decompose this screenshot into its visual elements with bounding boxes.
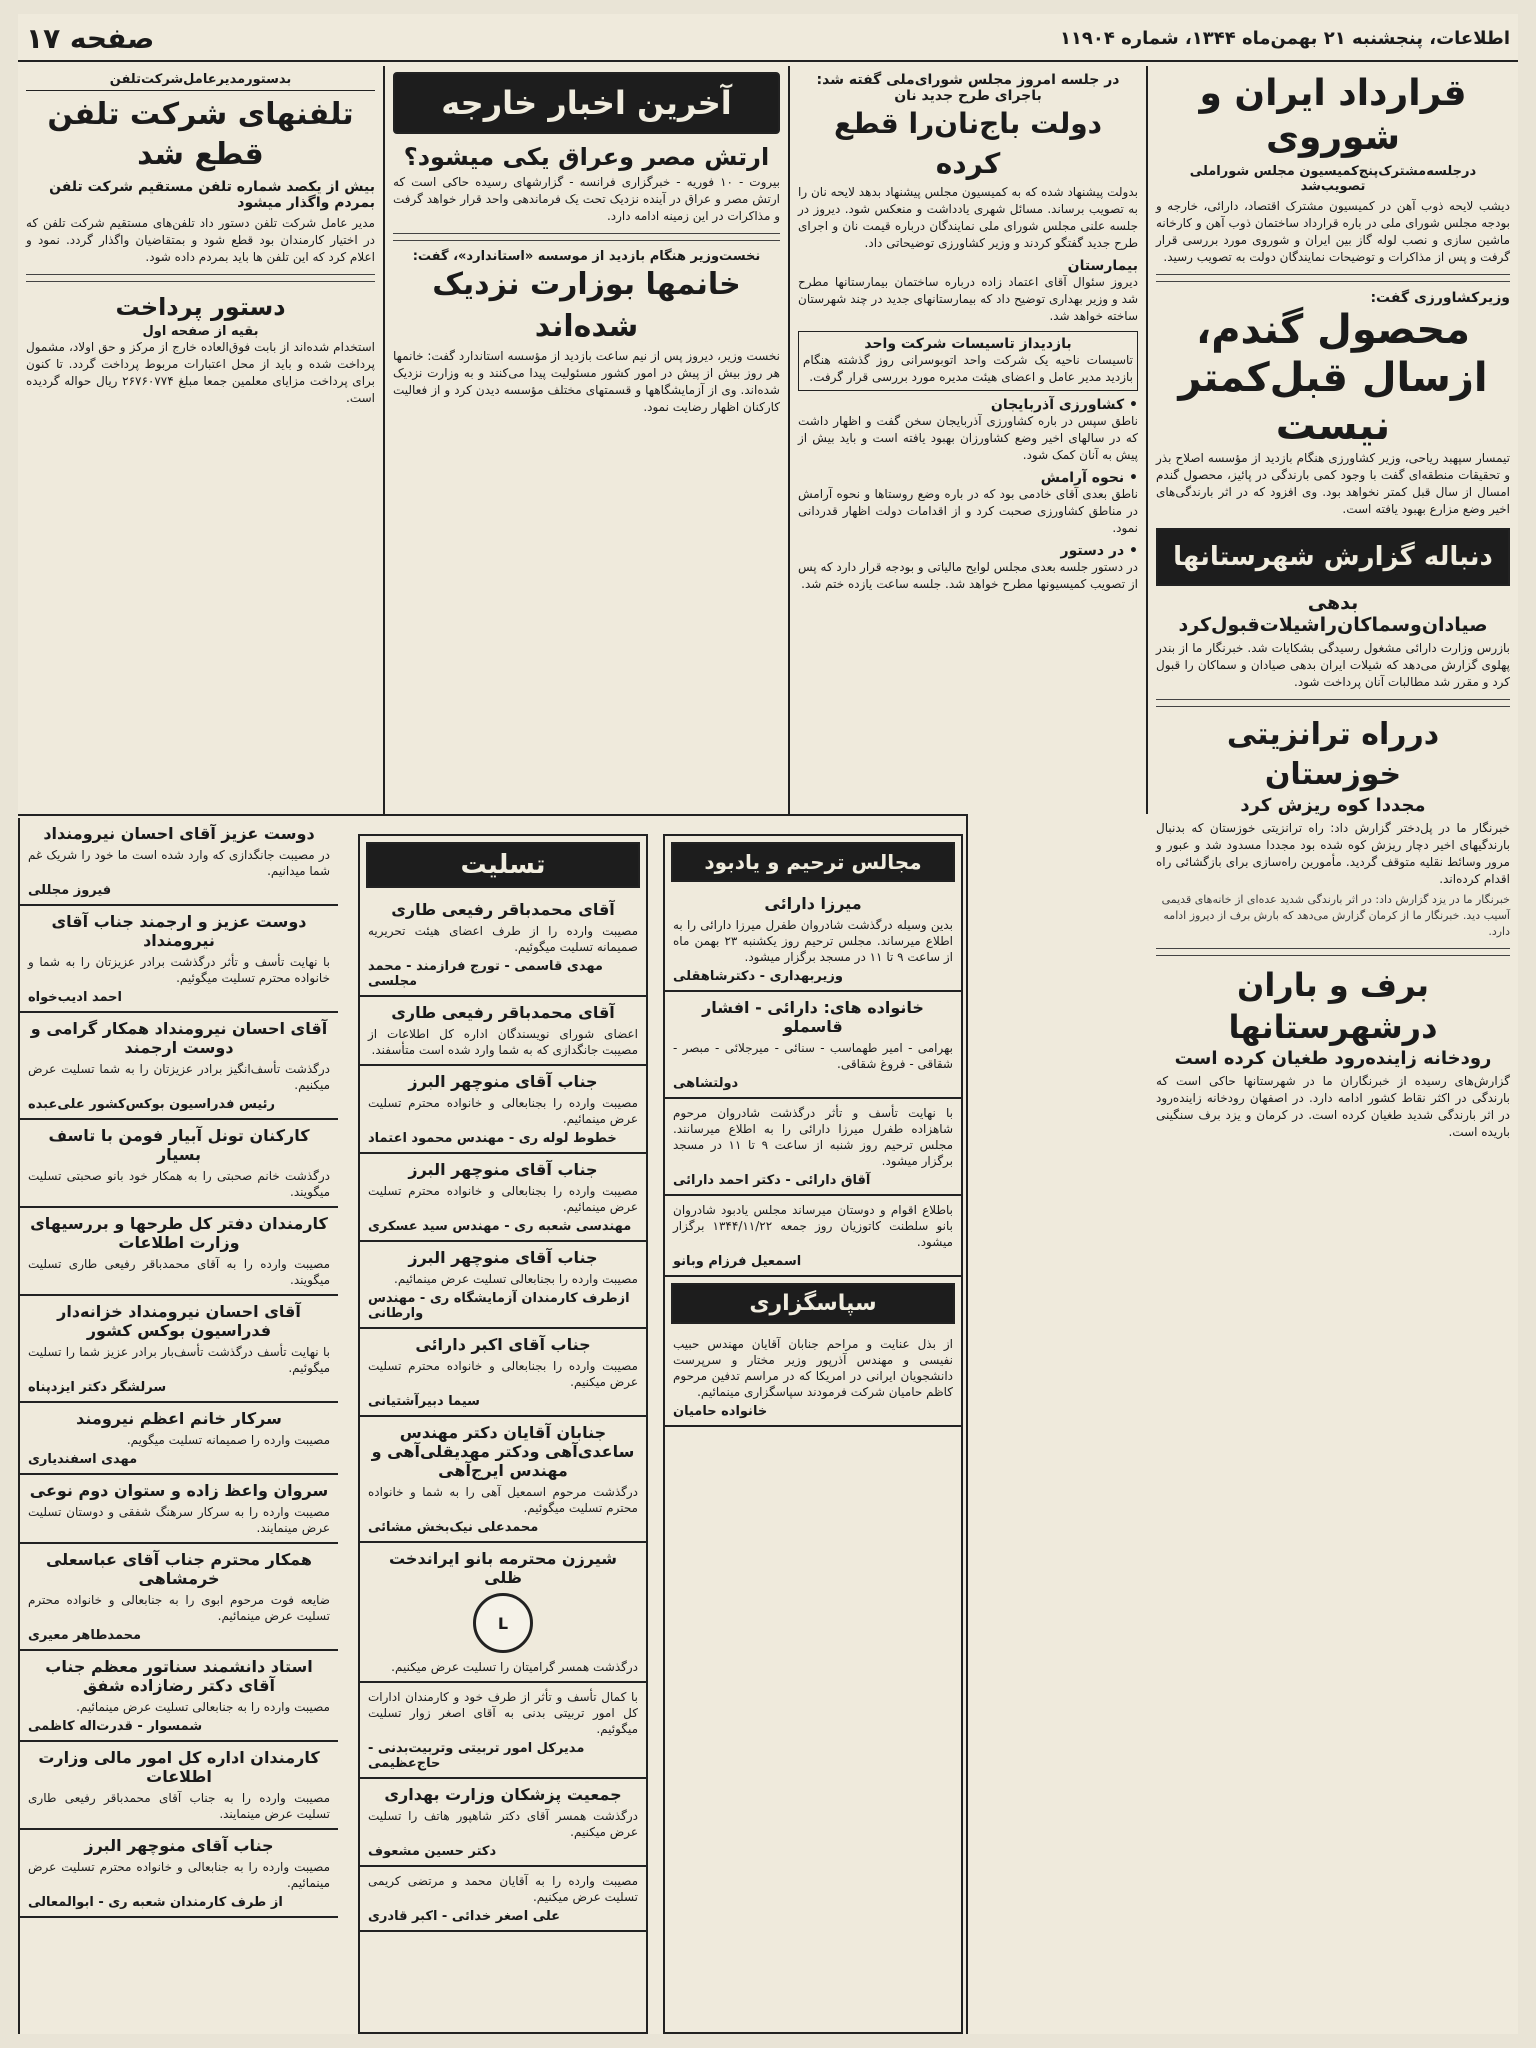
column-telephone xyxy=(18,66,383,814)
article-fishermen: بازرس وزارت دارائی مشغول رسیدگی بشکایات شد. خبرنگار ما از بندر پهلوی گزارش می‌دهد که شیلات ایران بدهی صیادان و سماکان را قبول کرد و مقرر شد مطالبات آنان پرداخت شود. xyxy=(1156,641,1510,689)
article-azerbaijan: ناطق سپس در باره کشاورزی آذربایجان سخن گفت و اظهار داشت که در سالهای اخیر وضع کشاورزان بهبود یافته است و باید بیش از پیش به آنان کمک شود. xyxy=(798,414,1138,462)
notice-title: همکار محترم جناب آقای عباسعلی خرمشاهی xyxy=(45,1550,312,1588)
notice-body: درگذشت خانم صحبتی را به همکار خود بانو صحبتی تسلیت میگویند. xyxy=(28,1169,330,1199)
notice-body: بدین وسیله درگذشت شادروان طفرل میرزا دارائی را به اطلاع میرساند. مجلس ترحیم روز یکشنبه ۲۳ بهمن ماه از ساعت ۹ تا ۱۱ در مسجد برگزار میشود. xyxy=(673,918,953,964)
notice-body: با نهایت تأسف و تأثر درگذشت شادروان مرحوم شاهزاده طفرل میرزا دارائی را به اطلاع میرسانند. مجلس ترحیم روز شنبه از ساعت ۹ تا ۱۱ در مسجد برگزار میشود. xyxy=(673,1106,954,1168)
notice xyxy=(360,1543,646,1683)
notice-body: درگذشت همسر گرامیتان را تسلیت عرض میکنیم. xyxy=(391,1660,638,1674)
notice-title: آقای محمدباقر رفیعی طاری xyxy=(391,900,615,919)
notice-body: با کمال تأسف و تأثر از طرف خود و کارمندان ادارات کل امور تربیتی بدنی به آقای اصغر زوار تسلیت میگوئیم. xyxy=(368,1690,638,1736)
subhead-iran-soviet: درجلسه‌مشترک‌پنج‌کمیسیون مجلس شورا‌ملی تصویب‌شد xyxy=(1189,164,1477,194)
notice xyxy=(360,1329,646,1417)
ads-column-3 xyxy=(663,834,963,2034)
headline-payment: دستور پرداخت xyxy=(115,293,286,321)
banner-provinces: دنباله گزارش شهرستانها xyxy=(1156,528,1510,586)
headline-women-ministry: خانمها بوزارت نزدیک شده‌اند xyxy=(432,267,741,344)
notice-signature: سرلشگر دکتر ایزدپناه xyxy=(28,1380,167,1395)
notice-signature: خطوط لوله ری - مهندس محمود اعتماد xyxy=(368,1131,617,1146)
notice-title: جنابان آقایان دکتر مهندس ساعدی‌آهی ودکتر مهدیقلی‌آهی و مهندس ایرج‌آهی xyxy=(371,1423,635,1480)
headline-khuzestan: درراه ترانزیتی خوزستان xyxy=(1226,717,1440,792)
notice-signature: از طرف کارمندان شعبه ری - ابوالمعالی xyxy=(28,1895,283,1910)
divider xyxy=(26,274,375,282)
notice xyxy=(20,1208,338,1296)
divider xyxy=(1156,274,1510,282)
headline-wheat-1: محصول گندم، xyxy=(1196,307,1470,353)
notice-signature: خانواده حامیان xyxy=(673,1404,768,1419)
notice-body: درگذشت همسر آقای دکتر شاهپور هاتف را تسلیت عرض میکنیم. xyxy=(368,1809,638,1839)
banner-memorial: مجالس ترحیم و یادبود xyxy=(671,842,955,882)
notice-title: آقای محمدباقر رفیعی طاری xyxy=(391,1003,615,1022)
notice xyxy=(20,818,338,906)
notice-title: خانواده های: دارائی - افشار قاسملو xyxy=(702,998,924,1036)
article-iran-soviet: دیشب لایحه ذوب آهن در کمیسیون مشترک اقتصاد، دارائی، خارجه و بودجه مجلس شورای ملی در باره قرارداد ساختمان ذوب آهن و کارخانه ماشین سازی و نصب لوله گاز بین ایران و شوروی مورد بررسی قرار گرفت و پس از مذاکرات و توضیحات نمایندگان دولت به تصویب رسید. xyxy=(1156,199,1510,264)
notice-signature: رئیس فدراسیون بوکس‌کشور علی‌عبده xyxy=(28,1097,276,1112)
notice-body: از بذل عنایت و مراحم جنابان آقایان مهندس حبیب نفیسی و مهندس آذرپور وزیر مختار و سرپرست دانشجویان ایرانی در امریکا که در مراسم تدفین مرحوم کاظم حامیان شرکت فرمودند سپاسگزاری مینمائیم. xyxy=(673,1337,953,1399)
article-women-ministry: نخست وزیر، دیروز پس از نیم ساعت بازدید از مؤسسه استاندارد گفت: خانمها هر روز بیش از پیش در امور کشور مسئولیت پیدا می‌کنند و به وزارت نزدیک شده‌اند. وی از آزمایشگاهها و قسمتهای مختلف مؤسسه دیدن کرد و از فعالیت کارکنان اظهار رضایت نمود. xyxy=(393,349,780,414)
notice xyxy=(360,1066,646,1154)
article-payment: استخدام شده‌اند از بابت فوق‌العاده خارج از مرکز و حق اولاد، مشمول پرداخت شده و باید از محل اعتبارات مربوط پرداخت گردد. تا کنون برای پرداخت مزایای معلمین جمعا مبلغ ۲۶۷۶۰۷۷۴ ریال حواله گردیده است. xyxy=(26,340,375,405)
headline-telephone: تلفنهای شرکت تلفن قطع شد xyxy=(47,97,354,172)
divider xyxy=(393,233,780,241)
ads-column-1 xyxy=(18,818,338,2034)
article-wheat: تیمسار سپهبد ریاحی، وزیر کشاورزی هنگام بازدید از مؤسسه اصلاح بذر و تحقیقات منطقه‌ای گفت با وجود کمی بارندگی در پائیز، محصول گندم امسال از سال قبل کمتر نخواهد بود. وی افزود که در اثر بارندگی‌های اخیر وضع مزارع بهبود یافته است. xyxy=(1156,451,1510,516)
kicker-bread: در جلسه امروز مجلس شورای‌ملی گفته شد: باجرای طرح جدید نان xyxy=(816,72,1120,104)
notice-body: مصیبت وارده را از طرف اعضای هیئت تحریریه صمیمانه تسلیت میگوئیم. xyxy=(368,924,638,954)
notice-signature: وزیربهداری - دکترشاهقلی xyxy=(673,969,843,984)
notice-title: جناب آقای منوچهر البرز xyxy=(408,1072,598,1091)
banner-thanks: سپاسگزاری xyxy=(671,1283,955,1324)
page-number: صفحه ۱۷ xyxy=(26,22,155,55)
notice-title: جمعیت پزشکان وزارت بهداری xyxy=(384,1785,622,1804)
article-snow-rain: گزارش‌های رسیده از خبرنگاران ما در شهرستانها حاکی است که بارندگی در اکثر نقاط کشور ادامه دارد. در اصفهان رودخانه زاینده‌رود در اثر بارندگی شدید طغیان کرده است. در کرمان و یزد برف سنگینی باریده است. xyxy=(1156,1074,1510,1139)
divider xyxy=(1156,699,1510,707)
notice-title: آقای احسان نیرومنداد همکار گرامی و دوست ارجمند xyxy=(30,1019,328,1057)
notice-body: درگذشت تأسف‌انگیز برادر عزیزتان را به شما تسلیت عرض میکنیم. xyxy=(28,1062,330,1092)
notice-signature: مهندسی شعبه ری - مهندس سید عسکری xyxy=(368,1219,632,1234)
subhead-agenda: • در دستور xyxy=(1060,543,1138,559)
notice-body: بهرامی - امیر طهماسب - سنائی - میرجلائی - مبصر - شقاقی - فروغ شقاقی. xyxy=(673,1041,953,1071)
notice xyxy=(20,1742,338,1830)
notice-body: اعضای شورای نویسندگان اداره کل اطلاعات از مصیبت جانگدازی که به شما وارد شده است متأسفند. xyxy=(368,1027,638,1057)
notice xyxy=(360,1154,646,1242)
notice-signature: علی اصغر خدائی - اکبر قادری xyxy=(368,1909,561,1924)
notice-body: ضایعه فوت مرحوم ابوی را به جنابعالی و خانواده محترم تسلیت عرض مینمائیم. xyxy=(28,1593,330,1623)
notice-title: کارکنان تونل آبیار فومن با تاسف بسیار xyxy=(48,1126,310,1164)
headline-snow-rain: برف و باران درشهرستانها xyxy=(1228,966,1438,1046)
article-bread: بدولت پیشنهاد شده که به کمیسیون مجلس پیشنهاد بدهد لایحه نان را به تصویب برساند. مسائل شهری یادداشت و منعکس شود. دیروز در جلسه علنی مجلس شورای ملی نمایندگان درباره قیمت نان و اجرای طرح جدید گفتگو کردند و وزیر کشاورزی توضیحاتی داد. xyxy=(798,185,1138,250)
notice xyxy=(20,906,338,1013)
notice-body: مصیبت وارده را بجنابعالی و خانواده محترم تسلیت عرض مینمائیم. xyxy=(368,1184,638,1214)
notice-body: مصیبت وارده را به جنابعالی تسلیت عرض مینمائیم. xyxy=(76,1700,330,1714)
column-foreign-news xyxy=(385,66,788,814)
notice-signature: مهدی قاسمی - تورج فرازمند - محمد مجلسی xyxy=(368,959,603,989)
article-khuzestan-cont: خبرنگار ما در یزد گزارش داد: در اثر بارندگی شدید عده‌ای از خانه‌های قدیمی آسیب دید. خبرنگار ما از کرمان گزارش می‌دهد که بارش برف از دیروز ادامه دارد. xyxy=(1161,893,1510,938)
notice-signature: اسمعیل فرزام وبانو xyxy=(673,1254,802,1269)
notice xyxy=(20,1475,338,1544)
notice xyxy=(20,1120,338,1208)
headline-iran-soviet: قرارداد ایران و شوروی xyxy=(1199,73,1467,158)
subhead-payment: بقیه از صفحه اول xyxy=(142,324,259,339)
article-agenda: در دستور جلسه بعدی مجلس لوایح مالیاتی و بودجه قرار دارد که پس از تصویب کمیسیونها مطرح خواهد شد. جلسه ساعت یازده ختم شد. xyxy=(798,560,1138,591)
notice xyxy=(360,1242,646,1329)
notice-body: مصیبت وارده را به جنابعالی و خانواده محترم تسلیت عرض مینمائیم. xyxy=(28,1860,330,1890)
notice xyxy=(20,1544,338,1651)
notice-title: کارمندان دفتر کل طرحها و بررسیهای وزارت اطلاعات xyxy=(30,1214,328,1252)
notice-body: با نهایت تأسف درگذشت تأسف‌بار برادر عزیز شما را تسلیت میگوئیم. xyxy=(28,1345,330,1375)
notice-body: باطلاع اقوام و دوستان میرساند مجلس یادبود شادروان بانو سلطنت کاتوزیان روز جمعه ۱۳۴۴/۱۱/۲۲ برگزار میشود. xyxy=(673,1203,953,1249)
notice xyxy=(20,1296,338,1403)
paper-info: اطلاعات، پنجشنبه ۲۱ بهمن‌ماه ۱۳۴۴، شماره ۱۱۹۰۴ xyxy=(1059,28,1510,49)
notice-title: میرزا دارائی xyxy=(764,894,862,913)
notice-signature: شمسوار - قدرت‌اله کاظمی xyxy=(28,1719,203,1734)
headline-fishermen: بدهی صیادان‌وسماکان‌راشیلات‌قبول‌کرد xyxy=(1178,592,1488,636)
headline-bread: دولت باج‌نان‌را قطع کرده xyxy=(833,107,1102,180)
notice-signature: دکتر حسین مشعوف xyxy=(368,1844,497,1859)
divider xyxy=(1156,948,1510,956)
notice-signature: مهدی اسفندیاری xyxy=(28,1452,138,1467)
notice-title: کارمندان اداره کل امور مالی وزارت اطلاعات xyxy=(38,1748,320,1786)
notice-body: مصیبت وارده را به آقایان محمد و مرتضی کریمی تسلیت عرض میکنیم. xyxy=(368,1874,638,1904)
subhead-zayandeh: رودخانه زاینده‌رود طغیان کرده است xyxy=(1174,1048,1492,1069)
notice-body: مصیبت وارده را به سرکار سرهنگ شفقی و دوستان تسلیت عرض مینمایند. xyxy=(28,1505,330,1535)
notice-signature: محمدطاهر معیری xyxy=(28,1628,142,1643)
notice-title: جناب آقای منوچهر البرز xyxy=(84,1836,274,1855)
notice-title: شیرزن محترمه بانو ایراندخت ظلی xyxy=(388,1549,618,1587)
notice-body: مصیبت وارده را به جناب آقای محمدباقر رفیعی طاری تسلیت عرض مینمایند. xyxy=(28,1791,330,1821)
notice xyxy=(665,888,961,992)
notice xyxy=(360,997,646,1066)
notice-title: سروان واعظ زاده و ستوان دوم نوعی xyxy=(29,1481,329,1500)
notice-body: مصیبت وارده را بجنابعالی و خانواده محترم تسلیت عرض مینمائیم. xyxy=(368,1096,638,1126)
banner-condolence: تسلیت xyxy=(366,842,640,888)
notice-signature: فیروز مجللی xyxy=(28,883,112,898)
notice-body: مصیبت وارده را بجنابعالی تسلیت عرض مینمائیم. xyxy=(394,1272,638,1286)
notice-signature: محمدعلی نیک‌بخش مشائی xyxy=(368,1520,539,1535)
article-calm: ناطق بعدی آقای خادمی بود که در باره وضع روستاها و نحوه آرامش در مناطق کشاورزی صحبت کرد و از اقدامات دولت اظهار قدردانی نمود. xyxy=(798,487,1138,535)
notice xyxy=(360,894,646,997)
notice xyxy=(665,1330,961,1427)
notice-body: با نهایت تأسف و تأثر درگذشت برادر عزیزتان را به شما و خانواده محترم تسلیت میگوئیم. xyxy=(28,955,330,985)
kicker-telephone: بدستورمدیرعامل‌شرکت‌تلفن xyxy=(26,72,375,91)
headline-egypt-iraq: ارتش مصر وعراق یکی میشود؟ xyxy=(403,143,770,171)
notice xyxy=(665,1196,961,1277)
kicker-pm: نخست‌وزیر هنگام بازدید از موسسه «استاندارد»، گفت: xyxy=(412,249,761,264)
lions-club-logo: L xyxy=(473,1593,533,1653)
notice xyxy=(665,1099,961,1196)
article-bus-company: تاسیسات ناحیه یک شرکت واحد اتوبوسرانی روز گذشته هنگام بازدید مدیر عامل و اعضای هیئت مدیره مورد بررسی قرار گرفت. xyxy=(803,353,1133,384)
notice-title: استاد دانشمند سناتور معظم جناب آقای دکتر رضازاده شفق xyxy=(45,1657,313,1695)
subhead-bus-company: بازدیداز تاسیسات شرکت واحد xyxy=(864,336,1072,352)
notice-signature: ازطرف کارمندان آزمایشگاه ری - مهندس وارطانی xyxy=(368,1291,630,1321)
notice-body: مصیبت وارده را صمیمانه تسلیت میگویم. xyxy=(126,1433,330,1447)
notice-body: درگذشت مرحوم اسمعیل آهی را به شما و خانواده محترم تسلیت میگوئیم. xyxy=(368,1485,638,1515)
subhead-hospital: بیمارستان xyxy=(1067,258,1138,274)
notice-title: دوست عزیز آقای احسان نیرومنداد xyxy=(43,824,315,843)
notice-title: آقای احسان نیرومنداد خزانه‌دار فدراسیون بوکس کشور xyxy=(57,1302,301,1340)
notice-signature: آقاق دارائی - دکتر احمد دارائی xyxy=(673,1173,871,1188)
notice-body: مصیبت وارده را به آقای محمدباقر رفیعی طاری تسلیت میگویند. xyxy=(28,1257,330,1287)
notice-title: جناب آقای اکبر دارائی xyxy=(415,1335,591,1354)
notice-signature: دولتشاهی xyxy=(673,1076,739,1091)
subhead-azerbaijan: • کشاورزی آذربایجان xyxy=(990,397,1138,413)
notice-title: دوست عزیز و ارجمند جناب آقای نیرومنداد xyxy=(51,912,307,950)
notice-signature: سیما دبیرآشتیانی xyxy=(368,1394,480,1409)
notice xyxy=(360,1779,646,1867)
notice-signature: احمد ادیب‌خواه xyxy=(28,990,122,1005)
subhead-calm: • نحوه آرامش xyxy=(1040,470,1138,486)
notice-title: جناب آقای منوچهر البرز xyxy=(408,1248,598,1267)
notice-title: سرکار خانم اعظم نیرومند xyxy=(76,1409,282,1428)
article-hospital: دیروز سئوال آقای اعتماد زاده درباره ساختمان بیمارستانها مطرح شد و وزیر بهداری توضیح داد که بیمارستانهای جدید در چند شهرستان ساخته خواهد شد. xyxy=(798,275,1138,323)
notice xyxy=(360,1867,646,1932)
headline-wheat-2: ازسال قبل‌کمتر نیست xyxy=(1178,355,1488,449)
banner-foreign-news: آخرین اخبار خارجه xyxy=(393,72,780,134)
notice-body: مصیبت وارده را بجنابعالی و خانواده محترم تسلیت عرض میکنیم. xyxy=(368,1359,638,1389)
notice-title: جناب آقای منوچهر البرز xyxy=(408,1160,598,1179)
ads-column-2 xyxy=(358,834,648,2034)
notice xyxy=(20,1403,338,1475)
notice-body: در مصیبت جانگدازی که وارد شده است ما خود را شریک غم شما میدانیم. xyxy=(28,848,330,878)
notice-signature: مدیرکل امور تربیتی وتربیت‌بدنی - حاج‌عظیمی xyxy=(368,1741,585,1771)
notice xyxy=(665,992,961,1099)
page-header xyxy=(18,14,1518,62)
subhead-telephone: بیش از یکصد شماره تلفن مستقیم شرکت تلفن بمردم واگذار میشود xyxy=(49,179,375,211)
notice xyxy=(360,1417,646,1543)
box-bus-company xyxy=(798,331,1138,391)
column-domestic-news xyxy=(1148,66,1518,2034)
article-telephone: مدیر عامل شرکت تلفن دستور داد تلفن‌های مستقیم شرکت تلفن که در اختیار کارمندان بود قطع شود و بمتقاضیان واگذار گردد. نمود و اعلام کرد که این تلفن ها باید بمردم داده شود. xyxy=(26,216,375,264)
notice xyxy=(20,1013,338,1120)
notice xyxy=(360,1683,646,1779)
notice xyxy=(20,1651,338,1742)
notice xyxy=(20,1830,338,1918)
article-khuzestan: خبرنگار ما در پل‌دختر گزارش داد: راه ترانزیتی خوزستان که بدنبال بارندگیهای اخیر دچار ریزش کوه شده بود مجددا مسدود شد و عبور و مرور وسائط نقلیه متوقف گردید. مأمورین راه‌سازی برای بازگشائی راه اقدام کرده‌اند. xyxy=(1156,821,1510,886)
article-egypt-iraq: بیروت - ۱۰ فوریه - خبرگزاری فرانسه - گزارشهای رسیده حاکی است که ارتش مصر و عراق در آینده نزدیک تحت یک فرماندهی واحد قرار خواهد گرفت و مذاکرات در این زمینه ادامه دارد. xyxy=(393,175,780,223)
subhead-khuzestan: مجددا کوه ریزش کرد xyxy=(1240,795,1426,816)
newspaper-page xyxy=(18,14,1518,2034)
kicker-wheat: وزیرکشاورزی گفت: xyxy=(1370,290,1510,306)
